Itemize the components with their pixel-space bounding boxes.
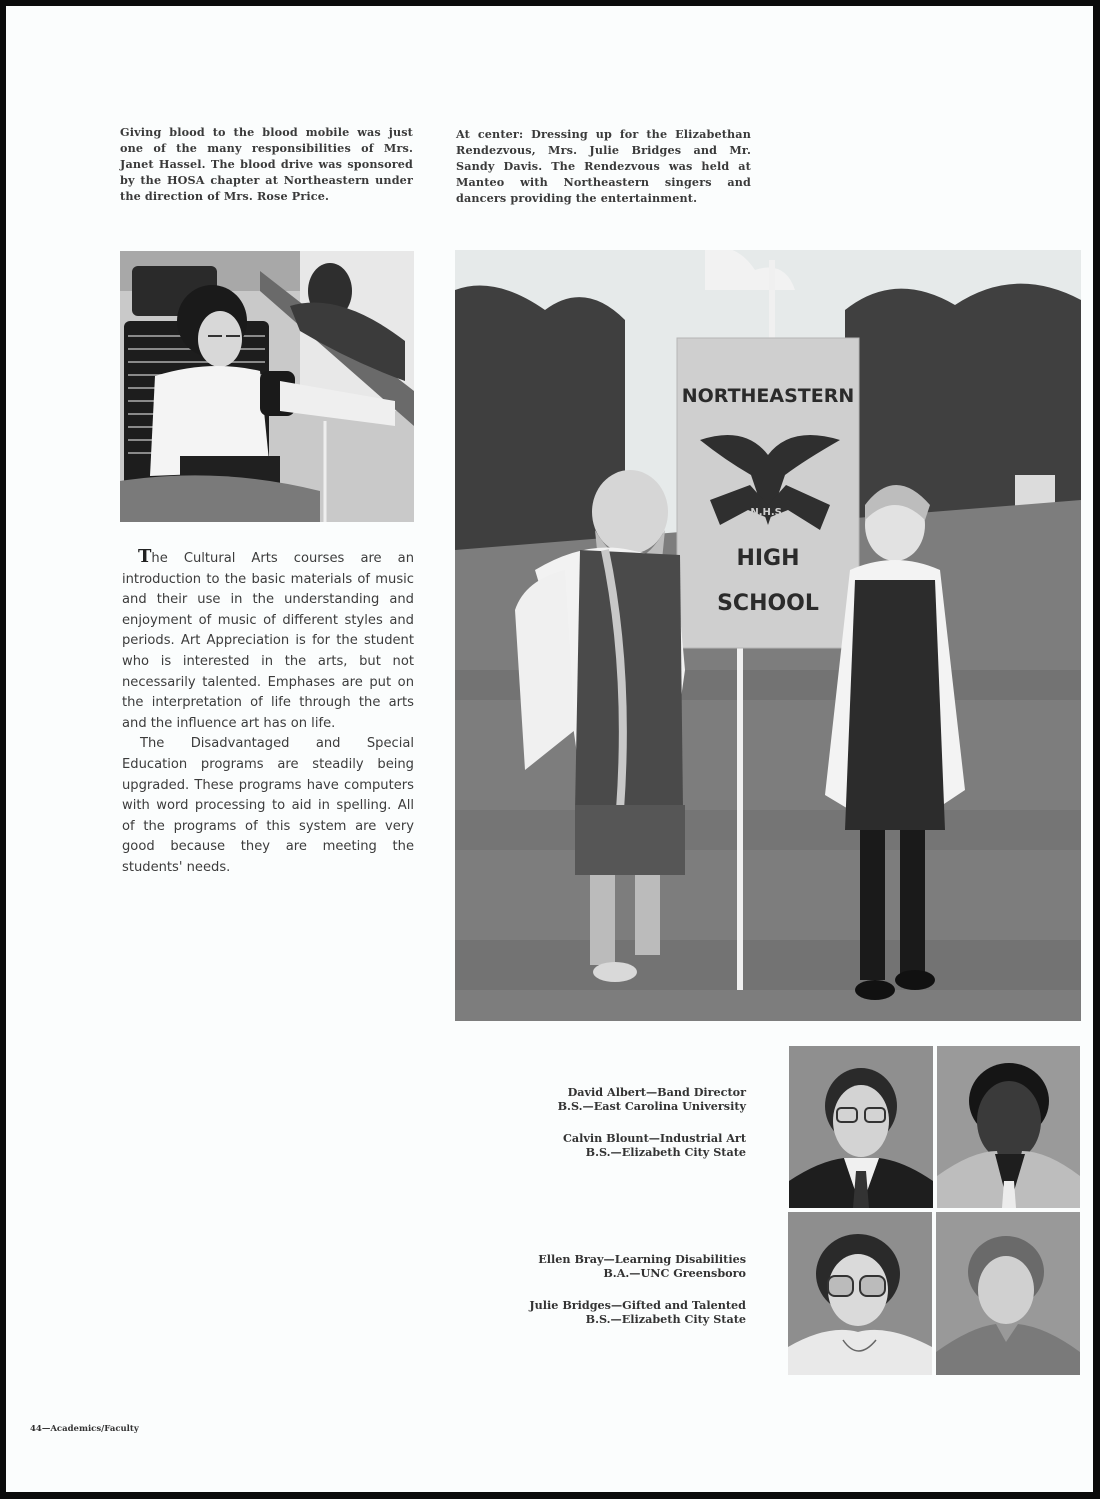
faculty-name-title: Ellen Bray—Learning Disabilities <box>538 1252 746 1266</box>
portrait-image <box>937 1046 1080 1208</box>
faculty-list-bottom <box>446 1252 746 1344</box>
banner-line-1: NORTHEASTERN <box>681 385 855 407</box>
blood-drive-caption: Giving blood to the blood mobile was just one of the many responsibilities of Mrs. Janet Hassel. The blood drive was sponsored by the HOSA chapter at Northeastern under the direction of Mrs. Rose Price. <box>120 125 413 203</box>
faculty-degree: B.A.—UNC Greensboro <box>603 1266 746 1280</box>
faculty-degree: B.S.—Elizabeth City State <box>585 1145 746 1159</box>
yearbook-page <box>6 6 1093 1492</box>
portrait-julie-bridges <box>936 1212 1080 1375</box>
rendezvous-caption: At center: Dressing up for the Elizabethan Rendezvous, Mrs. Julie Bridges and Mr. Sandy Davis. The Rendezvous was held at Manteo with Northeastern singers and dancers providing the entertainment. <box>456 127 751 205</box>
faculty-name-title: Julie Bridges—Gifted and Talented <box>529 1298 746 1312</box>
portrait-ellen-bray <box>788 1212 932 1375</box>
portrait-calvin-blount <box>937 1046 1080 1208</box>
article-body <box>122 547 414 879</box>
drop-cap: T <box>138 546 152 567</box>
blood-drive-photo <box>120 251 414 522</box>
article-paragraph-2: The Disadvantaged and Special Education programs are steadily being upgraded. These programs have computers with word processing to aid in spelling. All of the programs of this system are very good because they are meeting the students' needs. <box>122 736 414 875</box>
article-paragraph-1 <box>122 547 414 734</box>
blood-drive-photo-image <box>120 251 414 522</box>
page-folio: 44—Academics/Faculty <box>30 1424 139 1434</box>
rendezvous-photo <box>455 250 1081 1021</box>
portrait-image <box>788 1212 932 1375</box>
portrait-david-albert <box>789 1046 933 1208</box>
article-paragraph-1-text: he Cultural Arts courses are an introduction to the basic materials of music and their use in the understanding and enjoyment of music of different styles and periods. Art Appreciation is for the student who is interested in the arts, but not necessarily talented. Emphases are put on the interpretation of life through the arts and the influence art has on life. <box>122 551 414 731</box>
faculty-entry <box>446 1085 746 1113</box>
faculty-degree: B.S.—Elizabeth City State <box>585 1312 746 1326</box>
faculty-name-title: Calvin Blount—Industrial Art <box>562 1131 746 1145</box>
portrait-image <box>789 1046 933 1208</box>
faculty-degree: B.S.—East Carolina University <box>557 1099 746 1113</box>
faculty-entry <box>446 1131 746 1159</box>
banner-line-3: SCHOOL <box>717 591 819 616</box>
faculty-name-title: David Albert—Band Director <box>567 1085 746 1099</box>
rendezvous-photo-image <box>455 250 1081 1021</box>
faculty-entry <box>446 1252 746 1280</box>
faculty-list-top <box>446 1085 746 1177</box>
faculty-entry <box>446 1298 746 1326</box>
banner-line-2: HIGH <box>736 546 800 571</box>
portrait-image <box>936 1212 1080 1375</box>
banner-emblem: N.H.S. <box>750 507 786 518</box>
